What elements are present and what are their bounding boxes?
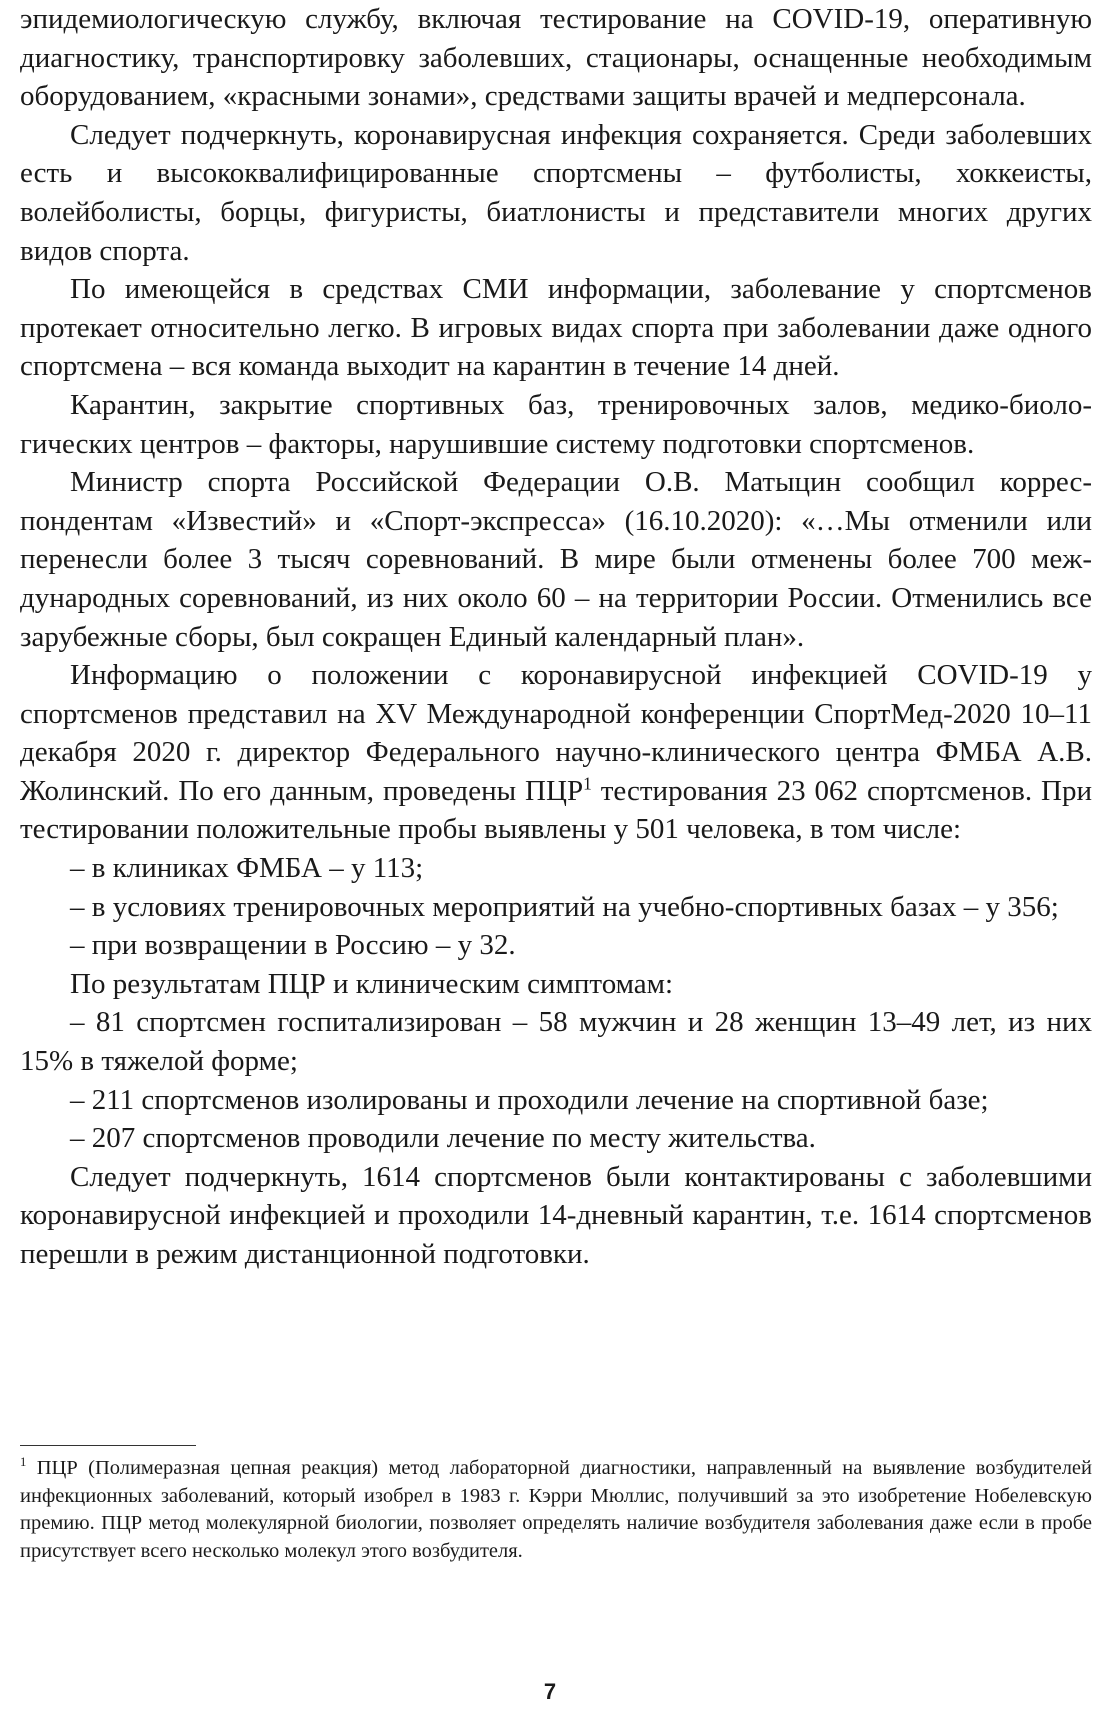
footnote-divider xyxy=(20,1445,196,1446)
body-text xyxy=(20,0,1092,1274)
paragraph-covid-testing xyxy=(20,656,1092,849)
paragraph: Карантин, закрытие спортивных баз, тренировочных залов, медико-биологических центров – факторы, нарушившие систему подготовки спортсменов. xyxy=(20,388,1092,460)
footnote xyxy=(20,1455,1092,1565)
footnote-marker: 1 xyxy=(20,1455,27,1470)
paragraph: По результатам ПЦР и клиническим симптомам: xyxy=(70,967,674,1000)
paragraph-text: тестирования 23 062 спортсменов. При тестировании положительные пробы выявлены у 501 человека, в том числе: xyxy=(20,774,1092,846)
list-item: – 207 спортсменов проводили лечение по месту жительства. xyxy=(70,1122,816,1155)
paragraph: Министр спорта Российской Федерации О.В. Матыцин сообщил корреспондентам «Известий» и «Спорт-экспресса» (16.10.2020): «…Мы отменили или перенесли более 3 тысяч соревнований. В мире были отменены более 700 международных соревнований, из них около 60 – на территории России. Отменились все зарубежные сборы, был сокращен Единый календарный план». xyxy=(20,466,1092,653)
list-item: – 211 спортсменов изолированы и проходили лечение на спортивной базе; xyxy=(70,1083,989,1116)
page-number: 7 xyxy=(543,1679,557,1704)
list-item: – в клиниках ФМБА – у 113; xyxy=(70,852,424,885)
paragraph-text: Информацию о положении с коронавирусной инфекцией COVID-19 у спортсменов представил на XV Международной конференции СпортМед-2020 10–11 декабря 2020 г. директор Федерального научно-клинического центра ФМБА А.В. Жолинский. По его данным, проведены ПЦР xyxy=(20,659,1092,807)
paragraph: эпидемиологическую службу, включая тестирование на COVID-19, оперативную диагностику, транспортировку заболевших, стационары, оснащенные необходимым оборудованием, «красными зонами», средствами защиты врачей и медперсонала. xyxy=(20,3,1092,113)
footnote-text: ПЦР (Полимеразная цепная реакция) метод лабораторной диагностики, направленный на выявление возбудителей инфекционных заболеваний, который изобрел в 1983 г. Кэрри Мюллис, получивший за это изобретение Нобелевскую премию. ПЦР метод молекулярной биологии, позволяет определять наличие возбудителя заболевания даже если в пробе присутствует всего несколько молекул этого возбудителя. xyxy=(20,1457,1092,1562)
footnote-reference[interactable]: 1 xyxy=(583,773,592,794)
paragraph: Следует подчеркнуть, 1614 спортсменов были контактированы с заболевшими коронавирусной инфекцией и проходили 14-дневный карантин, т.е. 1614 спортсменов перешли в режим дистанционной подготовки. xyxy=(20,1160,1092,1270)
paragraph: Следует подчеркнуть, коронавирусная инфекция сохраняется. Среди заболевших есть и высококвалифицированные спортсмены – футболисты, хоккеисты, волейболисты, борцы, фигуристы, биатлонисты и представители многих других видов спорта. xyxy=(20,118,1092,267)
list-item: – в условиях тренировочных мероприятий на учебно-спортивных базах – у 356; xyxy=(70,890,1059,923)
list-item: – при возвращении в Россию – у 32. xyxy=(70,929,516,962)
list-item: – 81 спортсмен госпитализирован – 58 мужчин и 28 женщин 13–49 лет, из них 15% в тяжелой форме; xyxy=(20,1006,1092,1078)
paragraph: По имеющейся в средствах СМИ информации, заболевание у спортсменов протекает относительно легко. В игровых видах спорта при заболевании даже одного спортсмена – вся команда выходит на карантин в течение 14 дней. xyxy=(20,273,1092,383)
